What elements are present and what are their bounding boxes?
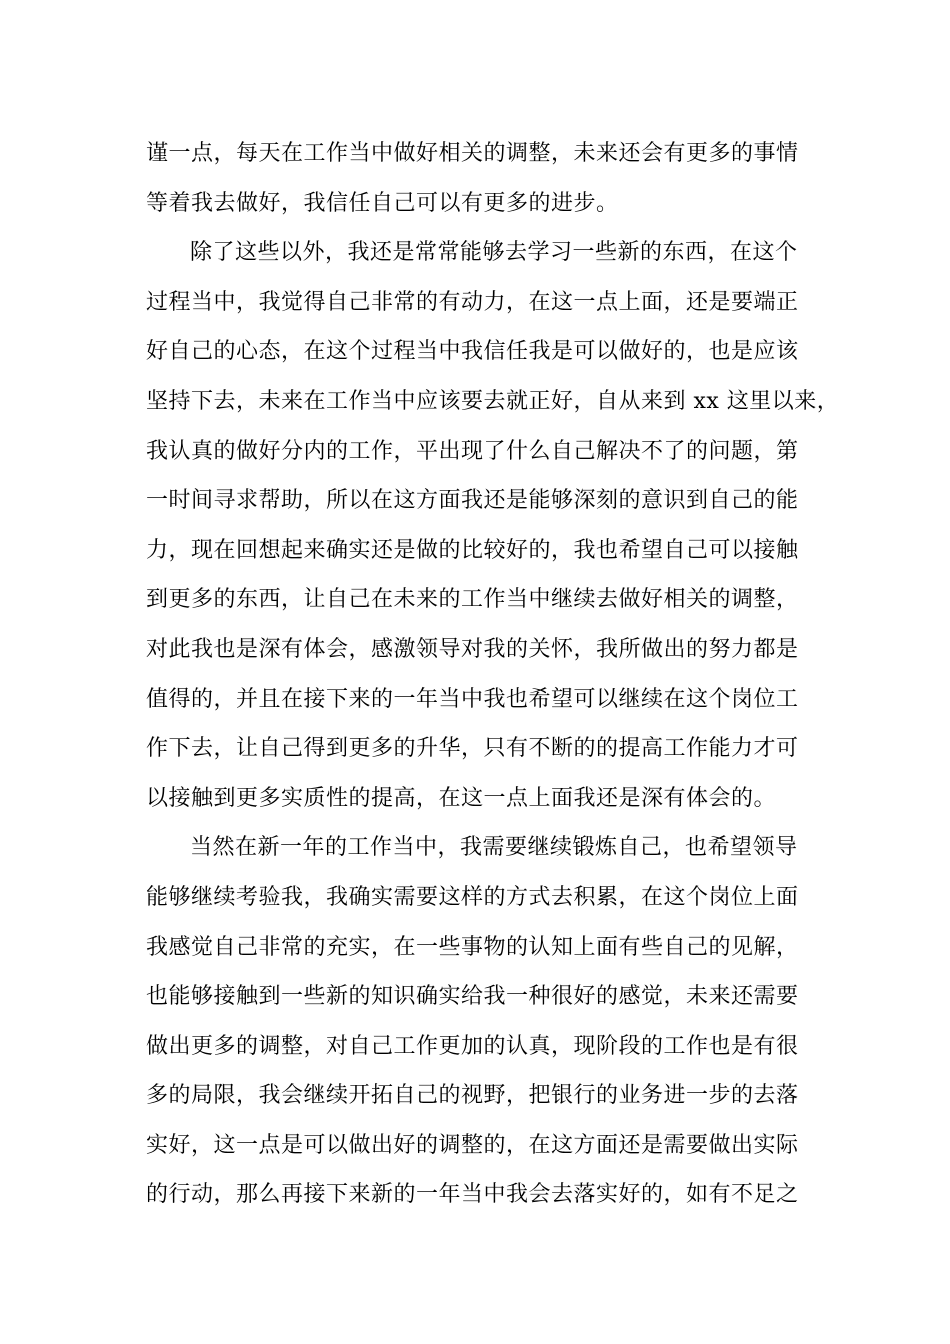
text-line: 坚持下去，未来在工作当中应该要去就正好，自从来到 xx 这里以来， (146, 388, 840, 414)
text-line: 的行动，那么再接下来新的一年当中我会去落实好的，如有不足之 (146, 1182, 799, 1208)
text-line: 好自己的心态，在这个过程当中我信任我是可以做好的，也是应该 (146, 339, 799, 365)
text-line: 实好，这一点是可以做出好的调整的，在这方面还是需要做出实际 (146, 1132, 799, 1158)
text-line: 我认真的做好分内的工作，平出现了什么自己解决不了的问题，第 (146, 438, 799, 464)
text-line: 也能够接触到一些新的知识确实给我一种很好的感觉，未来还需要 (146, 984, 799, 1010)
text-line: 作下去，让自己得到更多的升华，只有不断的的提高工作能力才可 (146, 736, 799, 762)
body-text (146, 129, 840, 1220)
text-line: 等着我去做好，我信任自己可以有更多的进步。 (146, 190, 619, 216)
text-line: 值得的，并且在接下来的一年当中我也希望可以继续在这个岗位工 (146, 686, 799, 712)
text-line: 除了这些以外，我还是常常能够去学习一些新的东西，在这个 (190, 240, 798, 266)
text-line: 过程当中，我觉得自己非常的有动力，在这一点上面，还是要端正 (146, 289, 799, 315)
text-line: 我感觉自己非常的充实，在一些事物的认知上面有些自己的见解， (146, 934, 799, 960)
text-line: 力，现在回想起来确实还是做的比较好的，我也希望自己可以接触 (146, 537, 799, 563)
text-line: 对此我也是深有体会，感激领导对我的关怀，我所做出的努力都是 (146, 636, 799, 662)
text-line: 谨一点，每天在工作当中做好相关的调整，未来还会有更多的事情 (146, 141, 799, 166)
text-line: 到更多的东西，让自己在未来的工作当中继续去做好相关的调整， (146, 587, 799, 613)
text-line: 当然在新一年的工作当中，我需要继续锻炼自己，也希望领导 (190, 835, 798, 861)
text-line: 能够继续考验我，我确实需要这样的方式去积累，在这个岗位上面 (146, 884, 799, 910)
text-line: 一时间寻求帮助，所以在这方面我还是能够深刻的意识到自己的能 (146, 488, 799, 514)
text-line: 做出更多的调整，对自己工作更加的认真，现阶段的工作也是有很 (146, 1033, 799, 1059)
text-line: 多的局限，我会继续开拓自己的视野，把银行的业务进一步的去落 (146, 1083, 799, 1109)
text-line: 以接触到更多实质性的提高，在这一点上面我还是深有体会的。 (146, 785, 777, 811)
